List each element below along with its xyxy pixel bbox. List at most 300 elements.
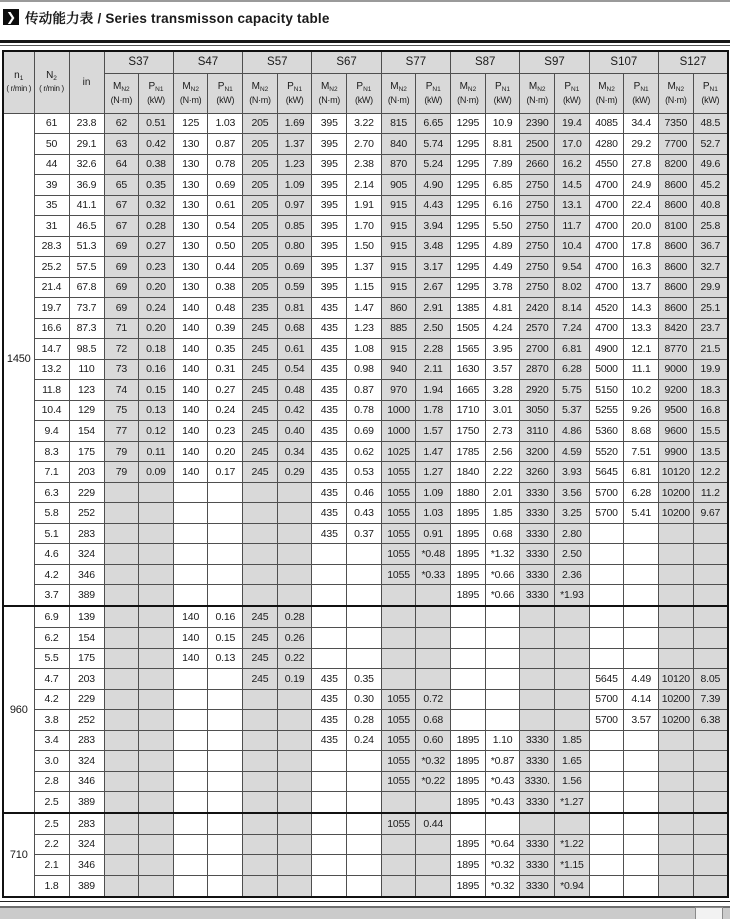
ratio-cell: 51.3 [69,236,104,257]
power-cell-S107 [624,544,659,565]
torque-cell-S87: 1295 [451,154,486,175]
torque-cell-S37 [104,669,139,690]
torque-cell-S77 [381,627,416,648]
power-cell-S97: 8.14 [555,298,590,319]
power-cell-S107: 29.2 [624,134,659,155]
output-speed-cell: 4.7 [34,669,69,690]
power-subheader-S37: $P_{N1}$ (kW) [139,73,174,113]
power-cell-S97 [555,669,590,690]
ratio-cell: 41.1 [69,195,104,216]
power-cell-S107 [624,792,659,813]
power-cell-S97 [555,813,590,834]
power-cell-S97: 4.59 [555,441,590,462]
power-cell-S97 [555,689,590,710]
torque-cell-S57: 205 [243,154,278,175]
torque-cell-S47: 140 [173,380,208,401]
torque-cell-S37 [104,689,139,710]
power-cell-S107: 7.51 [624,441,659,462]
power-cell-S127: 23.7 [693,318,728,339]
torque-cell-S77: 1055 [381,730,416,751]
torque-cell-S37 [104,523,139,544]
output-speed-cell: 16.6 [34,318,69,339]
ratio-cell: 324 [69,544,104,565]
power-cell-S47: 0.48 [208,298,243,319]
power-cell-S77: 1.94 [416,380,451,401]
torque-cell-S127 [659,606,694,627]
power-cell-S107 [624,648,659,669]
torque-cell-S57: 245 [243,627,278,648]
power-cell-S97: 2.50 [555,544,590,565]
torque-cell-S107 [589,648,624,669]
torque-cell-S97: 2750 [520,236,555,257]
torque-cell-S37 [104,564,139,585]
power-cell-S97: 1.56 [555,771,590,792]
torque-cell-S107: 5645 [589,462,624,483]
torque-cell-S47: 130 [173,236,208,257]
torque-cell-S107 [589,585,624,606]
torque-cell-S67: 395 [312,236,347,257]
table-row [3,544,728,565]
torque-cell-S47: 140 [173,318,208,339]
torque-cell-S37: 62 [104,113,139,134]
power-cell-S37: 0.28 [139,216,174,237]
torque-cell-S47 [173,792,208,813]
power-cell-S87: *0.43 [485,792,520,813]
group-header-S47: S47 [173,51,242,73]
torque-cell-S77: 815 [381,113,416,134]
torque-cell-S57 [243,834,278,855]
torque-cell-S47 [173,482,208,503]
torque-cell-S87: 1895 [451,503,486,524]
power-cell-S77: 0.44 [416,813,451,834]
power-cell-S37: 0.42 [139,134,174,155]
torque-cell-S77 [381,606,416,627]
torque-cell-S57: 205 [243,134,278,155]
power-cell-S107: 13.3 [624,318,659,339]
power-cell-S37 [139,523,174,544]
power-cell-S47: 0.16 [208,606,243,627]
group-header-S127: S127 [659,51,729,73]
torque-cell-S67: 435 [312,359,347,380]
power-cell-S77: 2.91 [416,298,451,319]
torque-cell-S97: 3330 [520,875,555,897]
torque-cell-S57 [243,813,278,834]
power-cell-S87: 1.85 [485,503,520,524]
ratio-cell: 175 [69,441,104,462]
power-cell-S127: 15.5 [693,421,728,442]
power-cell-S127 [693,813,728,834]
power-cell-S37 [139,751,174,772]
torque-cell-S57 [243,585,278,606]
torque-cell-S37: 71 [104,318,139,339]
torque-cell-S67: 435 [312,689,347,710]
torque-cell-S67: 435 [312,710,347,731]
power-cell-S47 [208,523,243,544]
power-cell-S47: 1.03 [208,113,243,134]
torque-cell-S107 [589,751,624,772]
torque-cell-S67: 435 [312,482,347,503]
torque-cell-S107: 5150 [589,380,624,401]
power-cell-S37 [139,689,174,710]
power-cell-S67: 0.28 [347,710,382,731]
power-cell-S127 [693,855,728,876]
power-cell-S67: 1.08 [347,339,382,360]
torque-cell-S77 [381,875,416,897]
power-cell-S47: 0.13 [208,648,243,669]
table-row [3,669,728,690]
power-cell-S77 [416,627,451,648]
page-edge-band [0,908,730,919]
capacity-table [2,50,729,898]
power-cell-S67: 3.22 [347,113,382,134]
power-cell-S87: *0.66 [485,564,520,585]
torque-subheader-S57: $M_{N2}$ (N·m) [243,73,278,113]
power-cell-S77: 1.27 [416,462,451,483]
torque-cell-S57: 245 [243,421,278,442]
torque-cell-S127 [659,834,694,855]
power-cell-S77: 5.74 [416,134,451,155]
torque-cell-S77: 970 [381,380,416,401]
power-cell-S57: 0.81 [277,298,312,319]
power-cell-S77: 0.60 [416,730,451,751]
torque-cell-S107: 5700 [589,503,624,524]
torque-cell-S67 [312,648,347,669]
torque-cell-S47: 140 [173,400,208,421]
power-cell-S37 [139,771,174,792]
torque-cell-S77: 915 [381,257,416,278]
power-cell-S57: 1.69 [277,113,312,134]
ratio-cell: 36.9 [69,175,104,196]
torque-cell-S77: 915 [381,277,416,298]
group-header-S77: S77 [381,51,450,73]
power-cell-S67: 0.98 [347,359,382,380]
table-header [3,51,728,113]
power-cell-S107 [624,627,659,648]
table-row [3,400,728,421]
power-cell-S127: 16.8 [693,400,728,421]
torque-cell-S97: 3330 [520,564,555,585]
torque-cell-S87: 1895 [451,771,486,792]
power-cell-S127: 12.2 [693,462,728,483]
torque-cell-S47 [173,813,208,834]
power-cell-S37 [139,482,174,503]
ratio-cell: 57.5 [69,257,104,278]
power-cell-S97: 16.2 [555,154,590,175]
ratio-cell: 98.5 [69,339,104,360]
torque-cell-S127 [659,751,694,772]
torque-cell-S87 [451,669,486,690]
torque-cell-S57: 245 [243,606,278,627]
torque-cell-S87: 1295 [451,195,486,216]
torque-cell-S67 [312,606,347,627]
torque-cell-S47: 130 [173,257,208,278]
torque-cell-S37 [104,855,139,876]
power-cell-S77 [416,606,451,627]
ratio-cell: 389 [69,792,104,813]
power-cell-S107 [624,523,659,544]
power-cell-S47 [208,544,243,565]
torque-cell-S37: 67 [104,216,139,237]
power-cell-S77: 4.43 [416,195,451,216]
torque-cell-S127 [659,875,694,897]
power-cell-S37: 0.24 [139,298,174,319]
power-cell-S77: 4.90 [416,175,451,196]
torque-cell-S127 [659,585,694,606]
torque-cell-S127: 7350 [659,113,694,134]
torque-cell-S87: 1665 [451,380,486,401]
power-cell-S127 [693,771,728,792]
power-cell-S87: *0.32 [485,875,520,897]
torque-cell-S77: 1055 [381,813,416,834]
ratio-cell: 154 [69,421,104,442]
torque-cell-S107 [589,523,624,544]
power-cell-S47: 0.50 [208,236,243,257]
table-row [3,689,728,710]
torque-cell-S97: 2920 [520,380,555,401]
power-cell-S57: 0.28 [277,606,312,627]
ratio-cell: 73.7 [69,298,104,319]
torque-cell-S77: 915 [381,216,416,237]
torque-cell-S67: 395 [312,175,347,196]
torque-cell-S127 [659,730,694,751]
torque-cell-S107: 5360 [589,421,624,442]
power-cell-S47: 0.69 [208,175,243,196]
output-speed-cell: 1.8 [34,875,69,897]
power-cell-S37 [139,544,174,565]
torque-cell-S107 [589,875,624,897]
table-row [3,298,728,319]
power-cell-S97: 5.75 [555,380,590,401]
torque-cell-S87: 1750 [451,421,486,442]
power-cell-S97: *0.94 [555,875,590,897]
power-cell-S107: 11.1 [624,359,659,380]
torque-cell-S97: 2750 [520,216,555,237]
torque-cell-S77 [381,648,416,669]
power-cell-S107: 13.7 [624,277,659,298]
torque-cell-S97: 2570 [520,318,555,339]
power-cell-S67 [347,813,382,834]
power-cell-S77 [416,834,451,855]
power-cell-S47 [208,855,243,876]
torque-cell-S97: 2870 [520,359,555,380]
power-cell-S37: 0.20 [139,277,174,298]
torque-cell-S97 [520,627,555,648]
power-cell-S97 [555,606,590,627]
torque-cell-S37: 77 [104,421,139,442]
power-cell-S37: 0.51 [139,113,174,134]
output-speed-cell: 50 [34,134,69,155]
table-row [3,339,728,360]
power-cell-S57: 0.85 [277,216,312,237]
torque-cell-S67: 395 [312,154,347,175]
torque-subheader-S127: $M_{N2}$ (N·m) [659,73,694,113]
torque-cell-S127 [659,544,694,565]
torque-cell-S127 [659,564,694,585]
torque-cell-S37: 64 [104,154,139,175]
group-header-S87: S87 [451,51,520,73]
power-cell-S87: 6.16 [485,195,520,216]
torque-cell-S37 [104,606,139,627]
ratio-cell: 252 [69,710,104,731]
torque-cell-S57: 245 [243,339,278,360]
torque-cell-S127: 9000 [659,359,694,380]
torque-cell-S47: 140 [173,627,208,648]
torque-cell-S127: 10200 [659,689,694,710]
output-speed-cell: 3.8 [34,710,69,731]
torque-cell-S67: 395 [312,195,347,216]
power-cell-S37 [139,564,174,585]
torque-cell-S67: 435 [312,523,347,544]
power-cell-S107 [624,751,659,772]
power-cell-S47: 0.61 [208,195,243,216]
torque-cell-S97 [520,669,555,690]
power-cell-S47 [208,669,243,690]
torque-cell-S67: 395 [312,277,347,298]
torque-cell-S57: 245 [243,359,278,380]
torque-cell-S87 [451,689,486,710]
power-cell-S57: 1.37 [277,134,312,155]
torque-cell-S47 [173,689,208,710]
torque-cell-S67: 395 [312,216,347,237]
output-speed-cell: 3.4 [34,730,69,751]
bottom-rule [0,901,730,902]
torque-cell-S107: 4700 [589,216,624,237]
power-cell-S67 [347,751,382,772]
table-row [3,875,728,897]
torque-cell-S47: 140 [173,648,208,669]
power-cell-S37: 0.09 [139,462,174,483]
power-cell-S107: 4.49 [624,669,659,690]
torque-cell-S87 [451,710,486,731]
power-cell-S77: 0.91 [416,523,451,544]
table-row [3,216,728,237]
table-row [3,441,728,462]
power-cell-S37: 0.18 [139,339,174,360]
torque-cell-S57 [243,855,278,876]
power-cell-S107 [624,606,659,627]
torque-cell-S37 [104,792,139,813]
power-cell-S107: 17.8 [624,236,659,257]
power-cell-S47: 0.38 [208,277,243,298]
output-speed-cell: 3.7 [34,585,69,606]
torque-cell-S97: 3330 [520,482,555,503]
torque-cell-S47 [173,855,208,876]
power-cell-S107: 24.9 [624,175,659,196]
torque-cell-S47: 140 [173,441,208,462]
power-cell-S57 [277,544,312,565]
torque-cell-S127: 8600 [659,195,694,216]
power-cell-S47: 0.39 [208,318,243,339]
torque-cell-S57: 205 [243,113,278,134]
torque-cell-S107 [589,730,624,751]
table-row [3,730,728,751]
power-cell-S67: 1.50 [347,236,382,257]
torque-cell-S77: 1055 [381,564,416,585]
table-row [3,195,728,216]
table-row [3,482,728,503]
power-cell-S97: 3.93 [555,462,590,483]
power-cell-S57: 1.09 [277,175,312,196]
power-cell-S87: 3.57 [485,359,520,380]
torque-cell-S127: 8600 [659,277,694,298]
power-cell-S87: 1.10 [485,730,520,751]
ratio-cell: 389 [69,875,104,897]
torque-cell-S37: 63 [104,134,139,155]
power-cell-S127 [693,834,728,855]
torque-cell-S127: 8200 [659,154,694,175]
torque-cell-S77: 885 [381,318,416,339]
ratio-cell: 346 [69,855,104,876]
torque-cell-S67: 395 [312,257,347,278]
torque-cell-S47: 140 [173,298,208,319]
torque-cell-S67 [312,834,347,855]
torque-cell-S107 [589,771,624,792]
torque-cell-S47 [173,564,208,585]
power-cell-S47 [208,710,243,731]
power-cell-S87 [485,669,520,690]
ratio-cell: 123 [69,380,104,401]
torque-cell-S47 [173,544,208,565]
torque-cell-S97: 3330. [520,771,555,792]
power-cell-S107 [624,855,659,876]
table-row [3,834,728,855]
power-cell-S37 [139,669,174,690]
torque-cell-S67 [312,792,347,813]
power-cell-S87: 2.01 [485,482,520,503]
group-header-S107: S107 [589,51,658,73]
power-cell-S47: 0.54 [208,216,243,237]
power-cell-S87: 5.50 [485,216,520,237]
power-cell-S107: 10.2 [624,380,659,401]
ratio-cell: 283 [69,730,104,751]
power-cell-S47 [208,751,243,772]
torque-cell-S97: 2420 [520,298,555,319]
torque-cell-S37 [104,751,139,772]
torque-cell-S97: 2390 [520,113,555,134]
page-title: 传动能力表 / Series transmisson capacity table [25,11,330,26]
power-cell-S47: 0.23 [208,421,243,442]
table-row [3,771,728,792]
power-cell-S47 [208,834,243,855]
power-cell-S37: 0.23 [139,257,174,278]
power-cell-S87: 7.89 [485,154,520,175]
power-cell-S87 [485,606,520,627]
power-cell-S107: 6.28 [624,482,659,503]
ratio-cell: 139 [69,606,104,627]
torque-cell-S67 [312,544,347,565]
torque-cell-S57 [243,730,278,751]
output-speed-cell: 9.4 [34,421,69,442]
torque-cell-S47 [173,834,208,855]
power-cell-S37 [139,710,174,731]
power-cell-S107 [624,564,659,585]
power-cell-S87: 3.01 [485,400,520,421]
power-cell-S47 [208,771,243,792]
power-cell-S77: 0.68 [416,710,451,731]
power-cell-S127: 8.05 [693,669,728,690]
power-cell-S127: 18.3 [693,380,728,401]
power-cell-S37 [139,813,174,834]
power-cell-S57: 0.69 [277,257,312,278]
torque-cell-S87: 1840 [451,462,486,483]
torque-cell-S37 [104,585,139,606]
power-cell-S97: 14.5 [555,175,590,196]
output-speed-cell: 8.3 [34,441,69,462]
torque-subheader-S97: $M_{N2}$ (N·m) [520,73,555,113]
power-cell-S97: 10.4 [555,236,590,257]
torque-cell-S37: 65 [104,175,139,196]
title-bar [3,7,330,27]
